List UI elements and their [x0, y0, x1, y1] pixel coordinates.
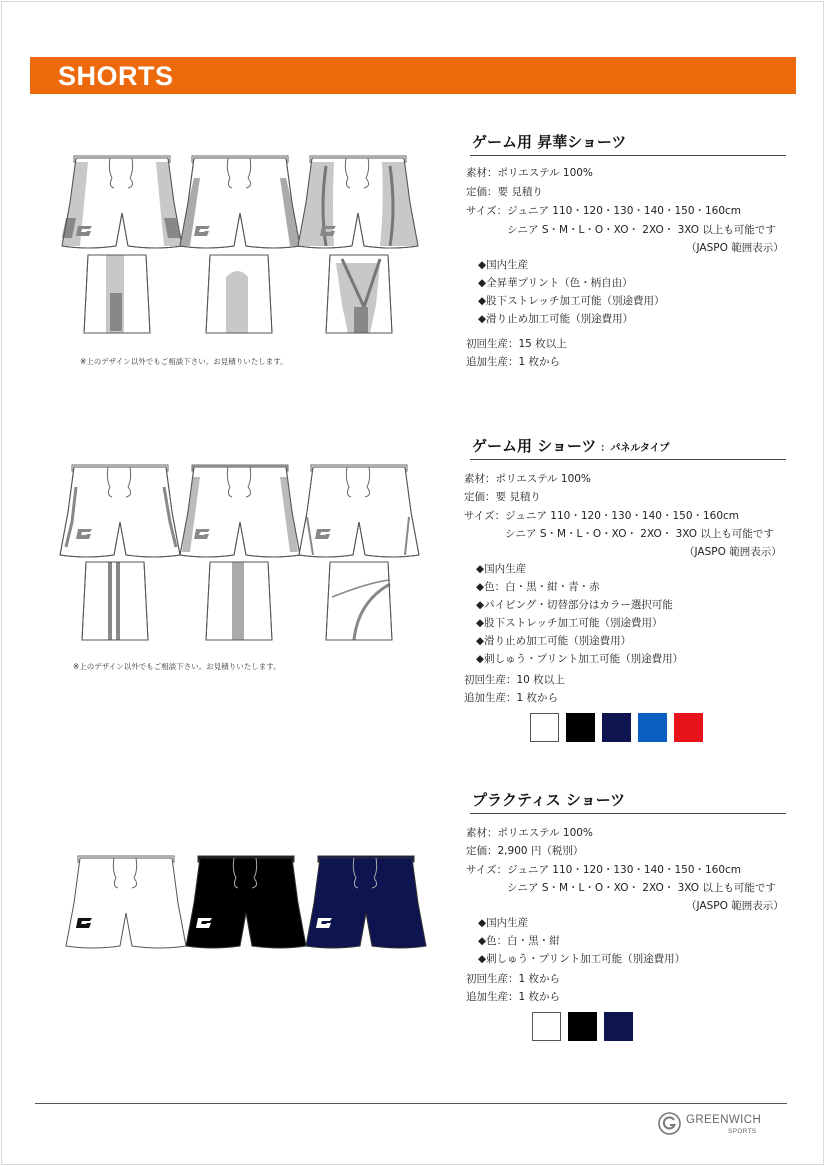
- spec-line: シニア S・M・L・O・XO・ 2XO・ 3XO 以上も可能です: [507, 882, 776, 894]
- spec-line: 素材：ポリエステル 100%: [464, 473, 591, 485]
- shorts-front-icon: [62, 156, 182, 248]
- shorts-front-icon: [60, 465, 180, 557]
- shorts-side-icon: [82, 562, 148, 640]
- spec-line: 定価：要 見積り: [466, 186, 543, 198]
- spec-line: シニア S・M・L・O・XO・ 2XO・ 3XO 以上も可能です: [505, 528, 774, 540]
- spec-bullet: ◆股下ストレッチ加工可能（別途費用）: [478, 295, 665, 307]
- footer-divider: [35, 1103, 787, 1104]
- spec-line: 初回生産：10 枚以上: [464, 674, 565, 686]
- spec-bullet: ◆国内生産: [478, 259, 529, 271]
- shorts-side-icon: [206, 255, 272, 333]
- section-2-title-main: ゲーム用 ショーツ: [472, 437, 597, 455]
- shorts-front-icon: [299, 465, 419, 557]
- spec-bullet: ◆色：白・黒・紺: [478, 935, 560, 947]
- spec-line: 初回生産：15 枚以上: [466, 338, 567, 350]
- shorts-side-icon: [326, 255, 392, 333]
- spec-bullet: ◆刺しゅう・プリント加工可能（別途費用）: [478, 953, 686, 965]
- spec-line: 初回生産：1 枚から: [466, 973, 561, 985]
- brand-logo: [658, 1112, 788, 1140]
- shorts-side-icon: [326, 562, 392, 640]
- brand-sub: SPORTS: [728, 1128, 757, 1135]
- spec-bullet: ◆国内生産: [478, 917, 529, 929]
- section-1-note: ※上のデザイン以外でもご相談下さい。お見積りいたします。: [80, 357, 288, 366]
- spec-line: （JASPO 範囲表示）: [686, 900, 784, 912]
- section-3-title-text: プラクティス ショーツ: [472, 791, 626, 809]
- spec-bullet: ◆パイピング・切替部分はカラー選択可能: [476, 599, 673, 611]
- section-2-note: ※上のデザイン以外でもご相談下さい。お見積りいたします。: [73, 662, 281, 671]
- spec-line: 追加生産：1 枚から: [466, 991, 561, 1003]
- spec-line: 定価：要 見積り: [464, 491, 541, 503]
- shorts-front-icon: [306, 856, 426, 948]
- brand-name: GREENWICH: [686, 1114, 762, 1126]
- section-2-title-sub: ：パネルタイプ: [600, 443, 670, 454]
- shorts-front-icon: [186, 856, 306, 948]
- shorts-front-icon: [66, 856, 186, 948]
- spec-line: サイズ：ジュニア 110・120・130・140・150・160cm: [464, 510, 740, 522]
- shorts-front-icon: [180, 156, 300, 248]
- shorts-side-icon: [206, 562, 272, 640]
- spec-bullet: ◆色：白・黒・紺・青・赤: [476, 581, 600, 593]
- spec-line: 素材：ポリエステル 100%: [466, 827, 593, 839]
- spec-line: （JASPO 範囲表示）: [684, 546, 782, 558]
- shorts-front-icon: [298, 156, 418, 248]
- spec-bullet: ◆刺しゅう・プリント加工可能（別途費用）: [476, 653, 684, 665]
- spec-bullet: ◆滑り止め加工可能（別途費用）: [478, 313, 634, 325]
- spec-bullet: ◆国内生産: [476, 563, 527, 575]
- shorts-side-icon: [84, 255, 150, 333]
- spec-line: 追加生産：1 枚から: [466, 356, 561, 368]
- spec-bullet: ◆全昇華プリント（色・柄自由）: [478, 277, 633, 289]
- banner-title: SHORTS: [58, 61, 174, 91]
- spec-line: 素材：ポリエステル 100%: [466, 167, 593, 179]
- spec-line: サイズ：ジュニア 110・120・130・140・150・160cm: [466, 205, 742, 217]
- spec-bullet: ◆股下ストレッチ加工可能（別途費用）: [476, 617, 663, 629]
- spec-line: サイズ：ジュニア 110・120・130・140・150・160cm: [466, 864, 742, 876]
- spec-bullet: ◆滑り止め加工可能（別途費用）: [476, 635, 632, 647]
- spec-line: 追加生産：1 枚から: [464, 692, 559, 704]
- spec-line: （JASPO 範囲表示）: [686, 242, 784, 254]
- section-1-title-text: ゲーム用 昇華ショーツ: [472, 133, 627, 151]
- greenwich-logo-icon: [658, 1112, 681, 1135]
- spec-line: 定価：2,900 円（税別）: [466, 845, 584, 857]
- spec-line: シニア S・M・L・O・XO・ 2XO・ 3XO 以上も可能です: [507, 224, 776, 236]
- shorts-front-icon: [180, 465, 300, 557]
